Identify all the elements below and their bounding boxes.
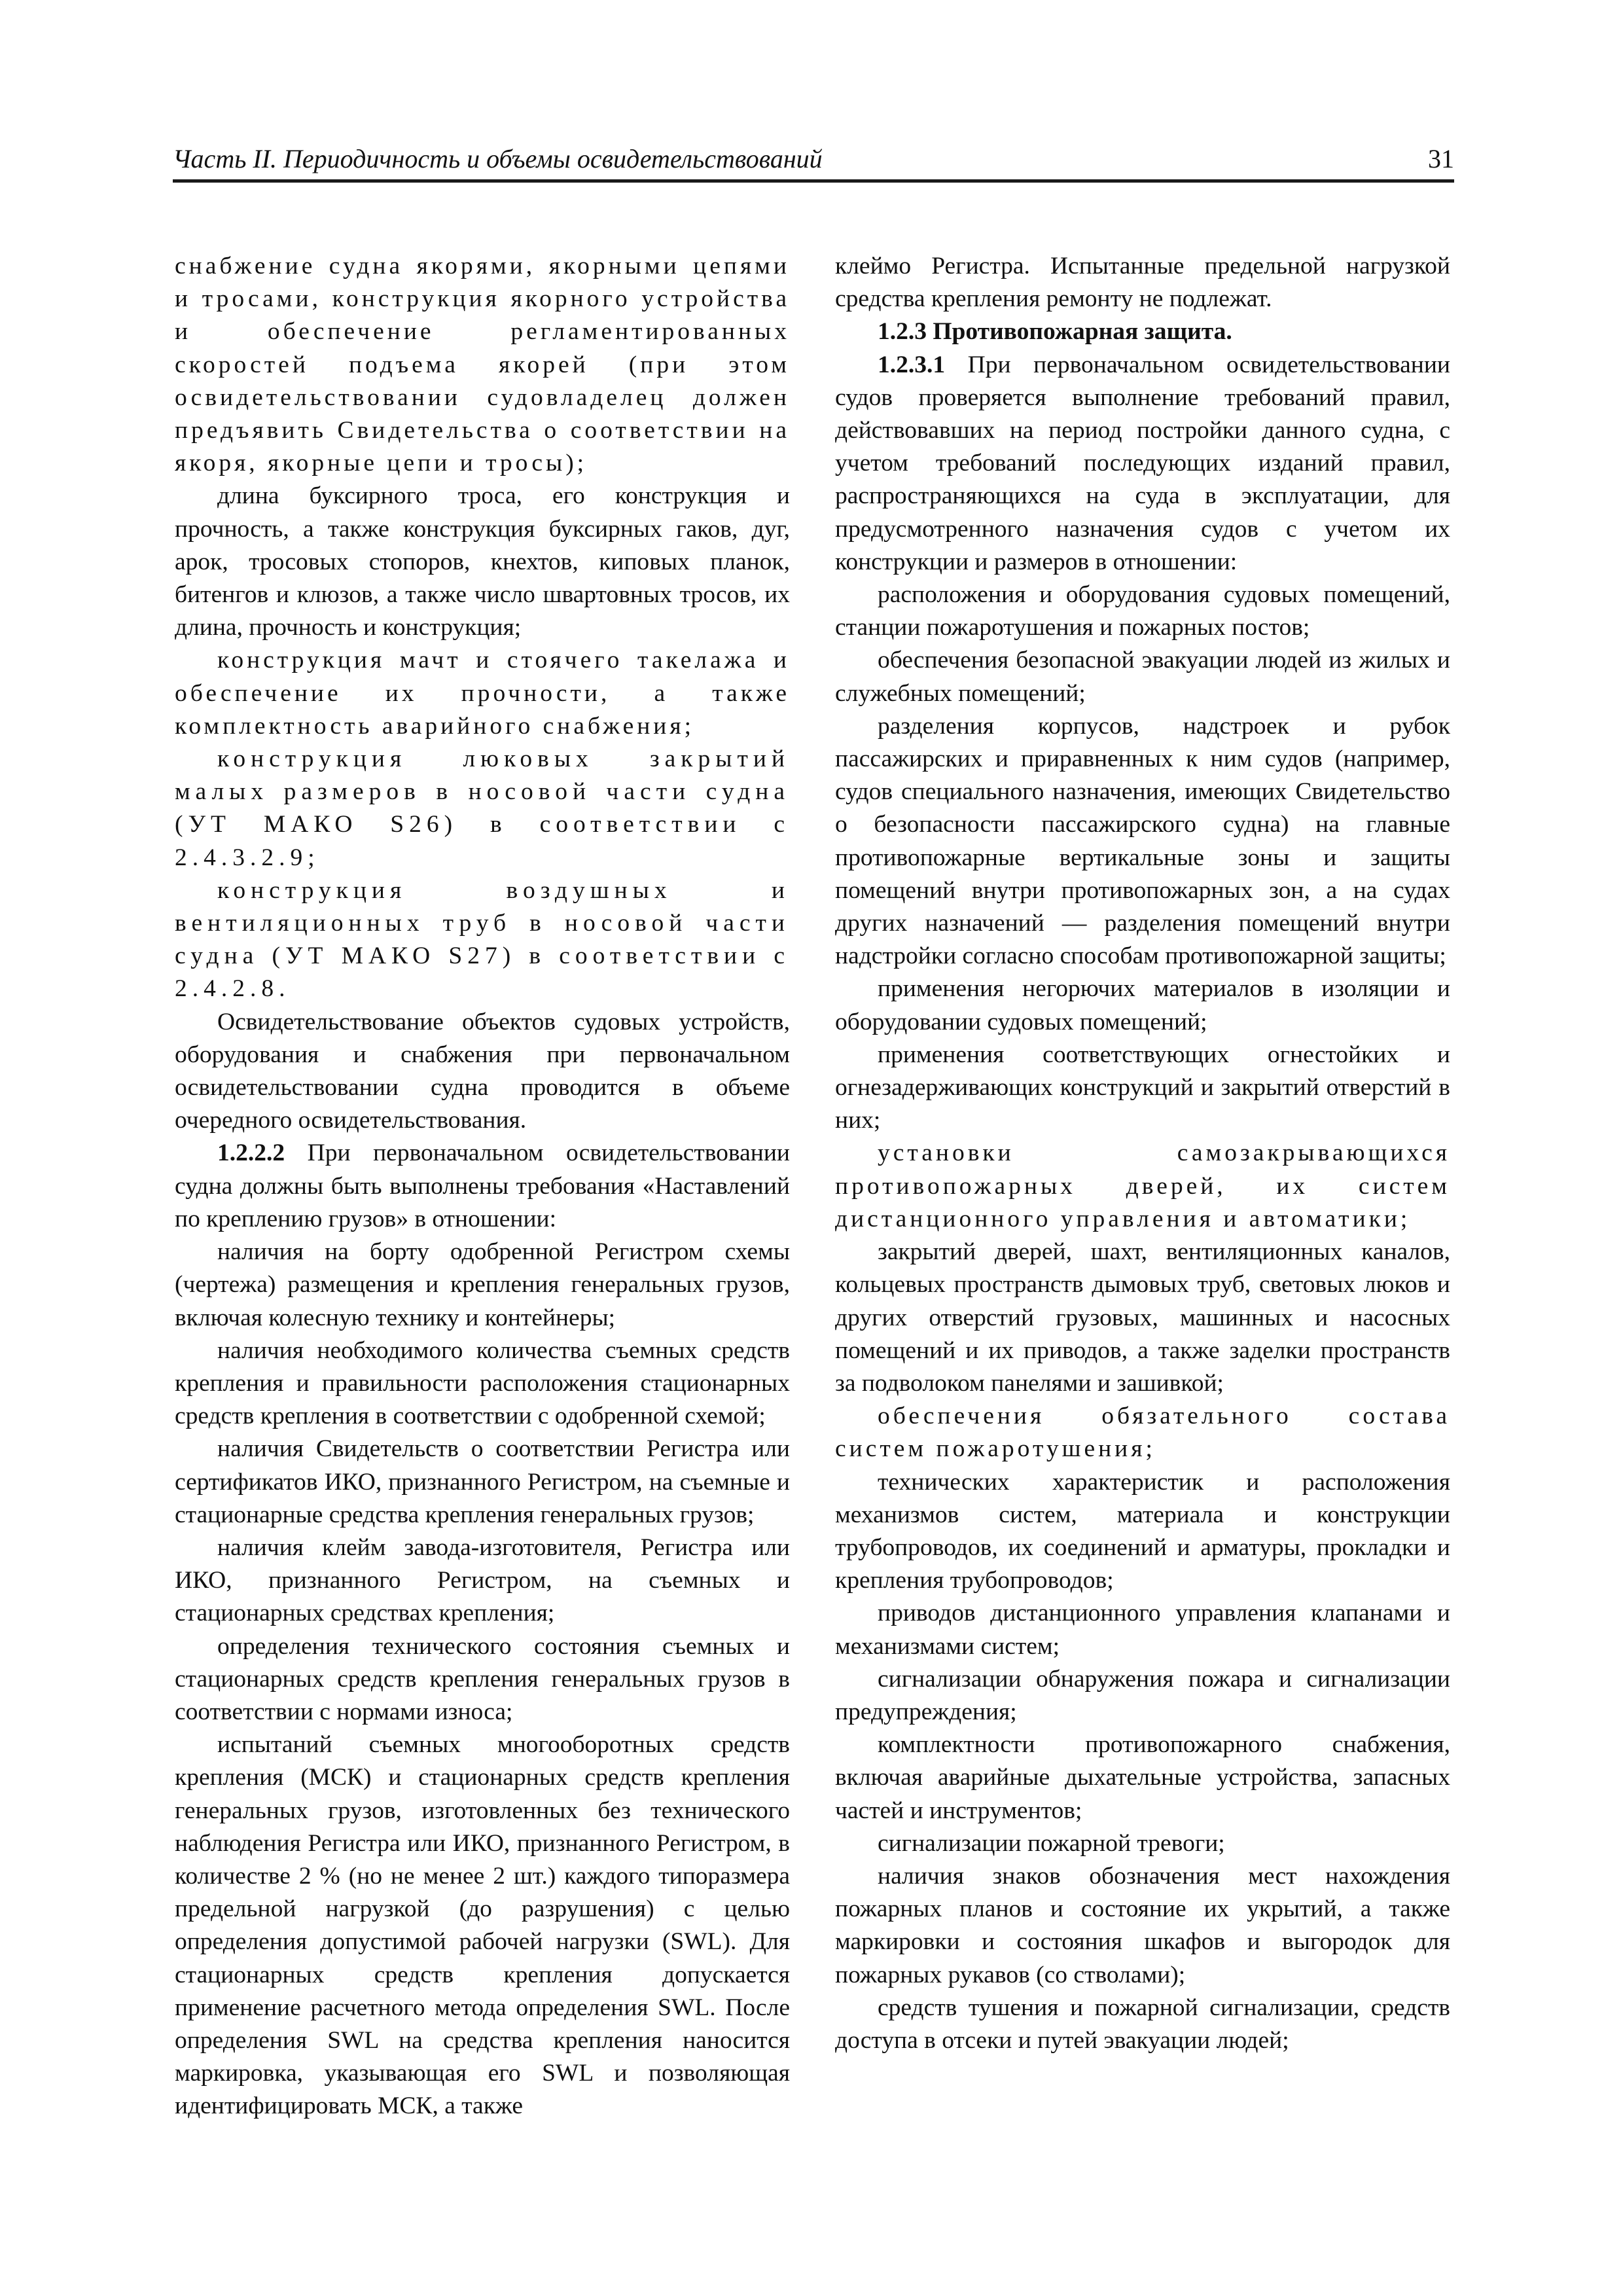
running-header-title: Часть II. Периодичность и объемы освидетельствований (173, 144, 823, 173)
paragraph: наличия Свидетельств о соответствии Регистра или сертификатов ИКО, признанного Регистром, на съемные и стационарные средства крепления генеральных грузов; (175, 1435, 790, 1528)
paragraph: технических характеристик и расположения механизмов систем, материала и конструкции трубопроводов, их соединений и арматуры, прокладки и крепления трубопроводов; (835, 1468, 1450, 1594)
paragraph: закрытий дверей, шахт, вентиляционных каналов, кольцевых пространств дымовых труб, световых люков и других отверстий грузовых, машинных и насосных помещений и их приводов, а также заделки пространств за подволоком панелями и зашивкой; (835, 1238, 1450, 1397)
paragraph: наличия необходимого количества съемных средств крепления и правильности расположения стационарных средств крепления в соответствии с одобренной схемой; (175, 1336, 790, 1430)
paragraph: комплектности противопожарного снабжения, включая аварийные дыхательные устройства, запасных частей и инструментов; (835, 1731, 1450, 1824)
paragraph-text: При первоначальном освидетельствовании судна должны быть выполнены требования «Наставлений по креплению грузов» в отношении: (175, 1139, 790, 1232)
paragraph-text: При первоначальном освидетельствовании судов проверяется выполнение требований правил, действовавших на период постройки данного судна, с учетом требований последующих изданий правил, распространяющихся на суда в эксплуатации, для предусмотренного назначения судов с учетом их конструкции и размеров в отношении: (835, 351, 1450, 575)
paragraph: обеспечения безопасной эвакуации людей из жилых и служебных помещений; (835, 647, 1450, 707)
numbered-paragraph (175, 1137, 790, 1236)
paragraph: Освидетельствование объектов судовых устройств, оборудования и снабжения при первоначальном освидетельствовании судна проводится в объеме очередного освидетельствования. (175, 1008, 790, 1134)
running-header (173, 139, 1454, 183)
paragraph: сигнализации пожарной тревоги; (878, 1829, 1225, 1857)
left-column (175, 250, 790, 2123)
paragraph: наличия на борту одобренной Регистром схемы (чертежа) размещения и крепления генеральных грузов, включая колесную технику и контейнеры; (175, 1238, 790, 1331)
section-heading-title: Противопожарная защита. (927, 318, 1232, 346)
paragraph: конструкция люковых закрытий малых размеров в носовой части судна (УТ МАКО S26) в соответствии с 2.4.3.2.9; (175, 745, 790, 871)
section-number: 1.2.2.2 (217, 1139, 285, 1167)
paragraph: определения технического состояния съемных и стационарных средств крепления генеральных грузов в соответствии с нормами износа; (175, 1632, 790, 1725)
section-heading-number: 1.2.3 (878, 318, 927, 346)
paragraph: сигнализации обнаружения пожара и сигнализации предупреждения; (835, 1665, 1450, 1725)
paragraph: применения соответствующих огнестойких и огнезадерживающих конструкций и закрытий отверстий в них; (835, 1041, 1450, 1134)
page-number: 31 (1428, 144, 1454, 173)
paragraph: применения негорючих материалов в изоляции и оборудовании судовых помещений; (835, 975, 1450, 1035)
paragraph: средств тушения и пожарной сигнализации, средств доступа в отсеки и путей эвакуации людей; (835, 1994, 1450, 2054)
paragraph: конструкция воздушных и вентиляционных труб в носовой части судна (УТ МАКО S27) в соответствии с 2.4.2.8. (175, 876, 790, 1003)
paragraph: установки самозакрывающихся противопожарных дверей, их систем дистанционного управления и автоматики; (835, 1139, 1450, 1232)
section-heading (835, 315, 1450, 348)
paragraph: длина буксирного троса, его конструкция и прочность, а также конструкция буксирных гаков, дуг, арок, тросовых стопоров, кнехтов, киповых планок, битенгов и клюзов, а также число швартовных тросов, их длина, прочность и конструкция; (175, 482, 790, 641)
paragraph: наличия клейм завода-изготовителя, Регистра или ИКО, признанного Регистром, на съемных и стационарных средствах крепления; (175, 1534, 790, 1627)
paragraph: разделения корпусов, надстроек и рубок пассажирских и приравненных к ним судов (например, судов специального назначения, имеющих Свидетельство о безопасности пассажирского судна) на главные противопожарные вертикальные зоны и защиты помещений внутри противопожарных зон, а на судах других назначений — разделения помещений внутри надстройки согласно способам противопожарной защиты; (835, 712, 1450, 970)
right-column (835, 250, 1450, 2057)
paragraph: конструкция мачт и стоячего такелажа и обеспечение их прочности, а также комплектность аварийного снабжения; (175, 647, 790, 740)
paragraph: наличия знаков обозначения мест нахождения пожарных планов и состояние их укрытий, а также маркировки и состояния шкафов и выгородок для пожарных рукавов (со стволами); (835, 1862, 1450, 1988)
section-number: 1.2.3.1 (878, 351, 946, 378)
paragraph: расположения и оборудования судовых помещений, станции пожаротушения и пожарных постов; (835, 581, 1450, 641)
paragraph: приводов дистанционного управления клапанами и механизмами систем; (835, 1600, 1450, 1660)
numbered-paragraph (835, 349, 1450, 579)
paragraph: обеспечения обязательного состава систем пожаротушения; (835, 1403, 1450, 1463)
paragraph: испытаний съемных многооборотных средств крепления (МСК) и стационарных средств крепления генеральных грузов, изготовленных без технического наблюдения Регистра или ИКО, признанного Регистром, в количестве 2 % (но не менее 2 шт.) каждого типоразмера предельной нагрузкой (до разрушения) с целью определения допустимой рабочей нагрузки (SWL). Для стационарных средств крепления допускается применение расчетного метода определения SWL. После определения SWL на средства крепления наносится маркировка, указывающая его SWL и позволяющая идентифицировать МСК, а также (175, 1731, 790, 2120)
paragraph-continuation: снабжение судна якорями, якорными цепями и тросами, конструкция якорного устройства и обеспечение регламентированных скоростей подъема якорей (при этом освидетельствовании судовладелец должен предъявить Свидетельства о соответствии на якоря, якорные цепи и тросы); (175, 253, 790, 477)
paragraph-continuation: клеймо Регистра. Испытанные предельной нагрузкой средства крепления ремонту не подлежат. (835, 253, 1450, 313)
